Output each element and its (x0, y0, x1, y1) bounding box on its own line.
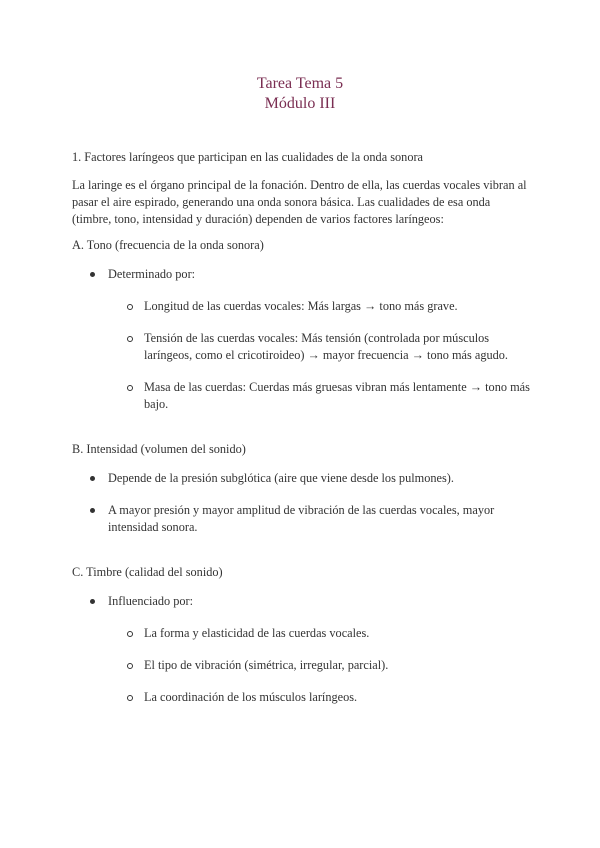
section-c-heading: C. Timbre (calidad del sonido) (72, 565, 223, 579)
list-item: Depende de la presión subglótica (aire que viene desde los pulmones). (108, 471, 454, 485)
list-item: La forma y elasticidad de las cuerdas vocales. (144, 626, 370, 640)
list-item: Determinado por: (108, 267, 196, 281)
section-1-heading: 1. Factores laríngeos que participan en las cualidades de la onda sonora (72, 150, 424, 164)
section-b-heading: B. Intensidad (volumen del sonido) (72, 442, 246, 456)
list-item: El tipo de vibración (simétrica, irregular, parcial). (144, 658, 389, 672)
list-item: Influenciado por: (108, 594, 194, 608)
bullet-dot-icon (90, 476, 95, 481)
bullet-circle-icon (127, 631, 133, 637)
page-subtitle: Módulo III (264, 95, 336, 112)
bullet-circle-icon (127, 336, 133, 342)
bullet-dot-icon (90, 272, 95, 277)
list-item: A mayor presión y mayor amplitud de vibración de las cuerdas vocales, mayor intensidad sonora. (108, 503, 495, 534)
bullet-circle-icon (127, 304, 133, 310)
section-a-heading: A. Tono (frecuencia de la onda sonora) (72, 238, 264, 252)
bullet-circle-icon (127, 695, 133, 701)
bullet-circle-icon (127, 385, 133, 391)
list-item: Tensión de las cuerdas vocales: Más tensión (controlada por músculos laríngeos, como el cricotiroideo) → mayor frecuencia → tono más agudo. (144, 331, 509, 362)
bullet-circle-icon (127, 663, 133, 669)
bullet-dot-icon (90, 599, 95, 604)
intro-paragraph: La laringe es el órgano principal de la fonación. Dentro de ella, las cuerdas vocales vibran al pasar el aire espirado, generando una onda sonora básica. Las cualidades de esa onda (timbre, tono, intensidad y duración) dependen de varios factores laríngeos: (72, 178, 527, 226)
list-item: La coordinación de los músculos laríngeos. (144, 690, 358, 704)
bullet-dot-icon (90, 508, 95, 513)
page-title: Tarea Tema 5 (256, 75, 344, 92)
list-item: Longitud de las cuerdas vocales: Más largas → tono más grave. (144, 299, 458, 313)
list-item: Masa de las cuerdas: Cuerdas más gruesas vibran más lentamente → tono más bajo. (144, 380, 530, 411)
